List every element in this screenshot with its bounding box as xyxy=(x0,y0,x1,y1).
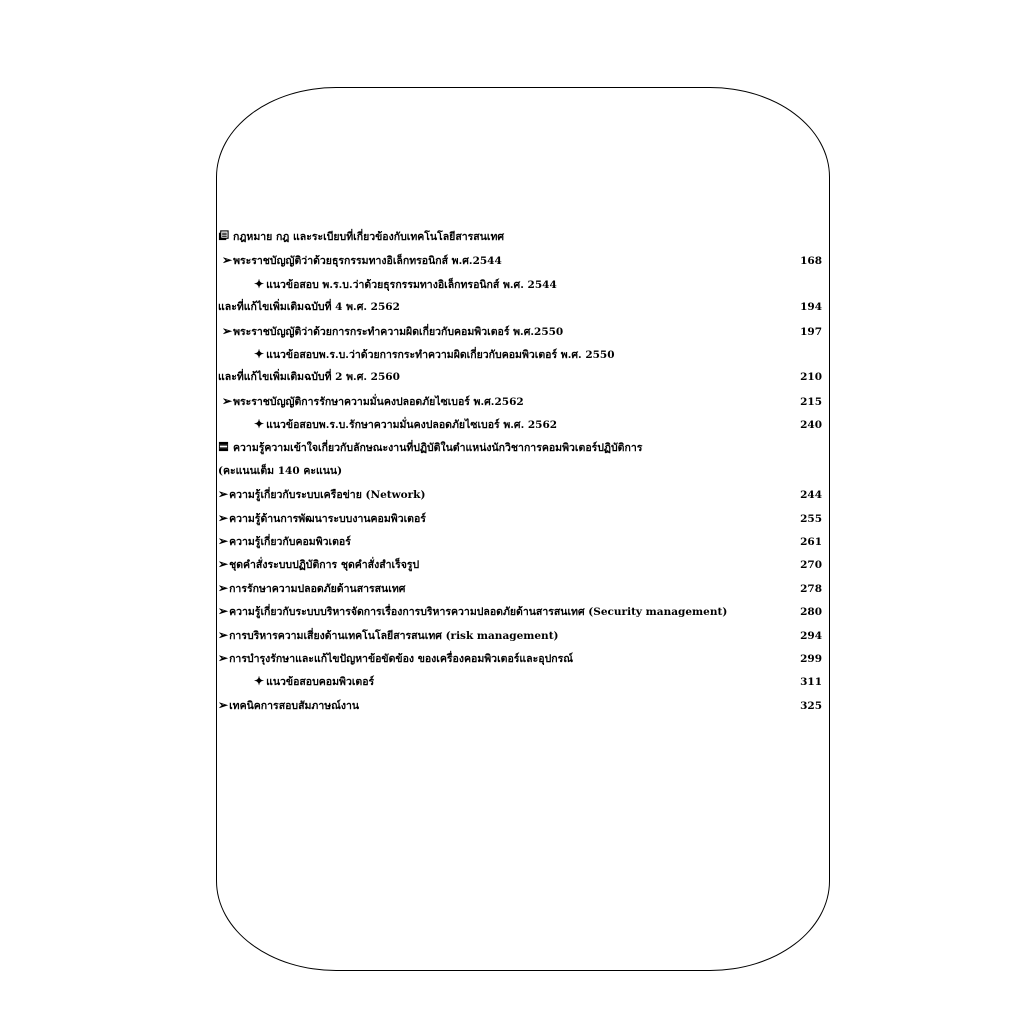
arrow-bullet-icon: ➢ xyxy=(218,651,229,666)
section-heading-text xyxy=(218,437,782,460)
toc-entry-label: เทคนิคการสอบสัมภาษณ์งาน xyxy=(229,699,360,712)
toc-entry-label: ความรู้เกี่ยวกับระบบบริหารจัดการเรื่องการบริหารความปลอดภัยด้านสารสนเทศ (Security management) xyxy=(229,606,728,619)
toc-entry-label: และที่แก้ไขเพิ่มเติมฉบับที่ 4 พ.ศ. 2562 xyxy=(218,301,400,314)
toc-entry-label: แนวข้อสอบ พ.ร.บ.ว่าด้วยธุรกรรมทางอิเล็กทรอนิกส์ พ.ศ. 2544 xyxy=(266,278,557,291)
toc-entry-label: ความรู้ด้านการพัฒนาระบบงานคอมพิวเตอร์ xyxy=(229,512,426,525)
page-number: 299 xyxy=(800,653,822,666)
toc-entry[interactable] xyxy=(218,530,822,553)
star-bullet-icon: ✦ xyxy=(254,276,265,291)
table-of-contents xyxy=(218,226,822,717)
toc-entry-label: ชุดคำสั่งระบบปฏิบัติการ ชุดคำสั่งสำเร็จรูป xyxy=(229,559,420,572)
heading-label: กฎหมาย กฎ และระเบียบที่เกี่ยวข้องกับเทคโนโลยีสารสนเทศ xyxy=(233,231,505,243)
toc-entry-text xyxy=(218,249,782,273)
toc-entry[interactable] xyxy=(218,366,822,389)
toc-entry-label: และที่แก้ไขเพิ่มเติมฉบับที่ 2 พ.ศ. 2560 xyxy=(218,371,400,384)
toc-entry[interactable] xyxy=(218,483,822,506)
page-number: 168 xyxy=(800,255,822,268)
document-icon xyxy=(218,227,229,238)
page-number: 210 xyxy=(800,371,822,384)
page-number: 215 xyxy=(800,395,822,408)
toc-entry[interactable] xyxy=(218,577,822,600)
page-number: 325 xyxy=(800,699,822,712)
toc-entry-text xyxy=(218,577,782,601)
arrow-bullet-icon: ➢ xyxy=(218,627,229,642)
section-subheading xyxy=(218,460,822,483)
section-heading-text xyxy=(218,226,782,249)
toc-entry-text xyxy=(218,366,782,389)
star-bullet-icon: ✦ xyxy=(254,346,265,361)
section-heading xyxy=(218,437,822,460)
arrow-bullet-icon: ➢ xyxy=(218,697,229,712)
page-number: 197 xyxy=(800,325,822,338)
toc-entry[interactable] xyxy=(218,553,822,576)
page-number: 278 xyxy=(800,582,822,595)
toc-entry-text xyxy=(218,390,782,414)
toc-entry-label: การบำรุงรักษาและแก้ไขปัญหาข้อขัดข้อง ของเครื่องคอมพิวเตอร์และอุปกรณ์ xyxy=(229,653,573,666)
toc-entry-text xyxy=(218,343,782,367)
toc-entry-text xyxy=(218,553,782,577)
page-number: 255 xyxy=(800,512,822,525)
toc-entry-text xyxy=(218,600,782,624)
toc-entry[interactable] xyxy=(218,413,822,436)
books-icon xyxy=(218,438,229,449)
toc-entry-text xyxy=(218,624,782,648)
toc-entry-label: การรักษาความปลอดภัยด้านสารสนเทศ xyxy=(229,582,406,595)
toc-entry[interactable] xyxy=(218,600,822,623)
toc-entry[interactable] xyxy=(218,647,822,670)
page-number: 240 xyxy=(800,419,822,432)
toc-entry[interactable] xyxy=(218,624,822,647)
toc-entry-label: การบริหารความเสี่ยงด้านเทคโนโลยีสารสนเทศ (risk management) xyxy=(229,629,559,642)
toc-entry-text xyxy=(218,413,782,437)
toc-entry-text xyxy=(218,320,782,344)
star-bullet-icon: ✦ xyxy=(254,417,265,432)
arrow-bullet-icon: ➢ xyxy=(218,534,229,549)
arrow-bullet-icon: ➢ xyxy=(218,487,229,502)
toc-entry[interactable] xyxy=(218,296,822,319)
toc-entry-text xyxy=(218,273,782,297)
subheading-label: (คะแนนเต็ม 140 คะแนน) xyxy=(218,464,343,477)
toc-entry[interactable] xyxy=(218,694,822,717)
page-number: 294 xyxy=(800,629,822,642)
toc-entry-text xyxy=(218,483,782,507)
toc-entry[interactable] xyxy=(218,507,822,530)
arrow-bullet-icon: ➢ xyxy=(218,604,229,619)
toc-entry-text xyxy=(218,530,782,554)
toc-entry[interactable] xyxy=(218,390,822,413)
page-number: 280 xyxy=(800,606,822,619)
toc-entry-label: ความรู้เกี่ยวกับคอมพิวเตอร์ xyxy=(229,536,351,549)
star-bullet-icon: ✦ xyxy=(254,674,265,689)
arrow-bullet-icon: ➢ xyxy=(222,393,233,408)
toc-entry-label: แนวข้อสอบพ.ร.บ.ว่าด้วยการกระทำความผิดเกี่ยวกับคอมพิวเตอร์ พ.ศ. 2550 xyxy=(266,348,615,361)
toc-entry-label: พระราชบัญญัติการรักษาความมั่นคงปลอดภัยไซเบอร์ พ.ศ.2562 xyxy=(233,395,524,408)
page-number: 311 xyxy=(800,676,822,689)
toc-entry-text xyxy=(218,694,782,718)
toc-entry-text xyxy=(218,670,782,694)
toc-entry-label: พระราชบัญญัติว่าด้วยการกระทำความผิดเกี่ยวกับคอมพิวเตอร์ พ.ศ.2550 xyxy=(233,325,564,338)
toc-entry-label: ความรู้เกี่ยวกับระบบเครือข่าย (Network) xyxy=(229,489,426,502)
toc-entry-label: แนวข้อสอบพ.ร.บ.รักษาความมั่นคงปลอดภัยไซเบอร์ พ.ศ. 2562 xyxy=(266,419,558,432)
toc-entry-label: พระราชบัญญัติว่าด้วยธุรกรรมทางอิเล็กทรอนิกส์ พ.ศ.2544 xyxy=(233,255,502,268)
page-number: 244 xyxy=(800,489,822,502)
heading-label: ความรู้ความเข้าใจเกี่ยวกับลักษณะงานที่ปฏิบัติในตำแหน่งนักวิชาการคอมพิวเตอร์ปฏิบัติการ xyxy=(233,441,643,454)
arrow-bullet-icon: ➢ xyxy=(218,580,229,595)
arrow-bullet-icon: ➢ xyxy=(218,557,229,572)
toc-entry-text xyxy=(218,507,782,531)
toc-entry[interactable] xyxy=(218,343,822,366)
toc-entry-text xyxy=(218,647,782,671)
toc-entry[interactable] xyxy=(218,249,822,272)
arrow-bullet-icon: ➢ xyxy=(218,510,229,525)
section-heading xyxy=(218,226,822,249)
arrow-bullet-icon: ➢ xyxy=(222,253,233,268)
toc-entry-label: แนวข้อสอบคอมพิวเตอร์ xyxy=(266,676,375,689)
arrow-bullet-icon: ➢ xyxy=(222,323,233,338)
toc-entry[interactable] xyxy=(218,320,822,343)
page-number: 270 xyxy=(800,559,822,572)
toc-entry-text xyxy=(218,296,782,319)
toc-entry[interactable] xyxy=(218,273,822,296)
toc-entry[interactable] xyxy=(218,670,822,693)
page-number: 194 xyxy=(800,301,822,314)
page-number: 261 xyxy=(800,536,822,549)
